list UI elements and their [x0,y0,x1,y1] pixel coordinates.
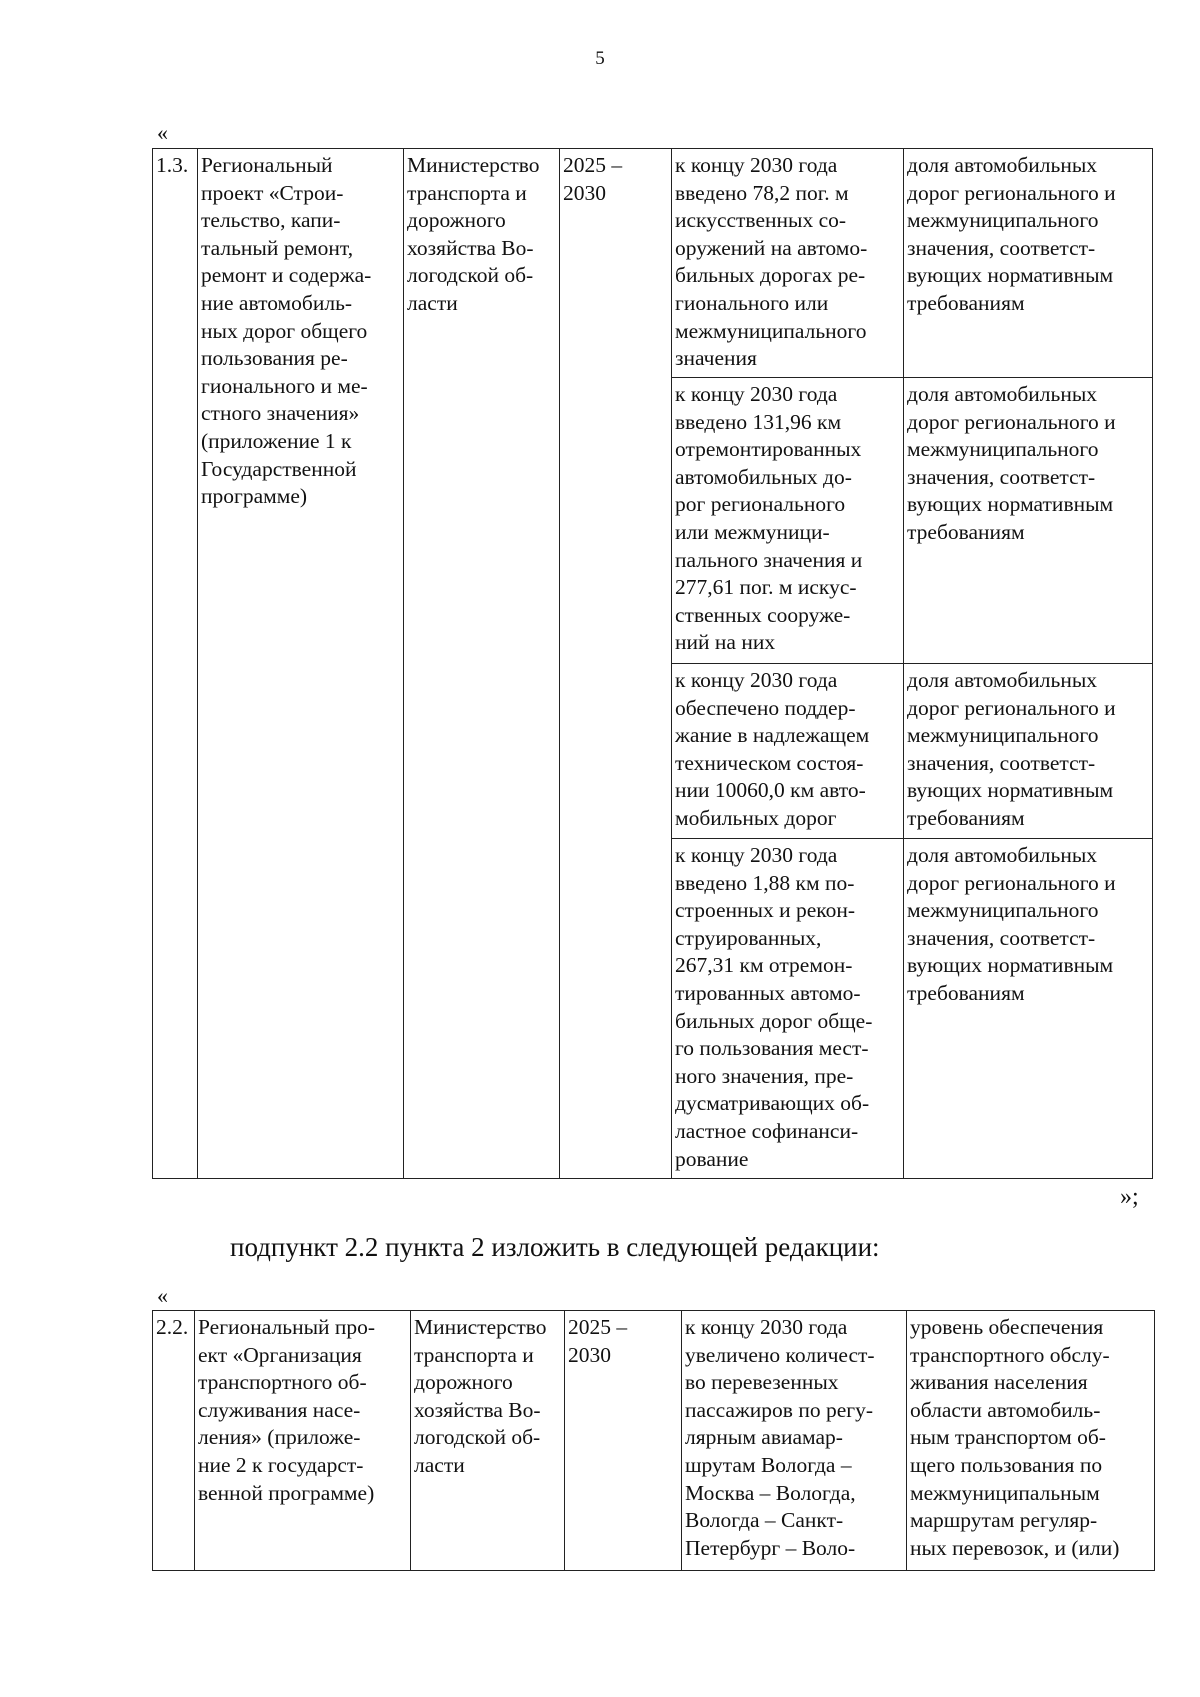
indicator: уровень обеспечения транспортного обслу- живания населения области автомобиль- ным транспортом об- щего пользования по межмуниципальным маршрутам регуляр- ных перевозок, и (или) [907,1311,1155,1571]
implementation-period: 2025 – 2030 [565,1311,682,1571]
item-number: 1.3. [153,149,198,1179]
program-table-1 [152,148,1153,1179]
table-row [153,1311,1155,1571]
amendment-instruction: подпункт 2.2 пункта 2 изложить в следующей редакции: [230,1232,880,1262]
opening-quote: « [157,120,168,145]
closing-quote: »; [1120,1184,1139,1210]
expected-result: к концу 2030 года введено 1,88 км по- строенных и рекон- струированных, 267,31 км отремон- тированных автомо- бильных дорог обще- го пользования мест- ного значения, пре- дусматривающих об- ластное софинанси- рование [672,839,904,1179]
page-number: 5 [595,48,605,69]
expected-result: к концу 2030 года введено 131,96 км отремонтированных автомобильных до- рог регионального или межмуници- пального значения и 277,61 пог. м искус- ственных сооруже- ний на них [672,378,904,664]
indicator: доля автомобильных дорог регионального и межмуниципального значения, соответст- вующих нормативным требованиям [904,664,1153,839]
expected-result: к концу 2030 года увеличено количест- во перевезенных пассажиров по регу- лярным авиамар- шрутам Вологда – Москва – Вологда, Вологда – Санкт- Петербург – Воло- [682,1311,907,1571]
table-row [153,149,1153,378]
project-name: Региональный проект «Строи- тельство, капи- тальный ремонт, ремонт и содержа- ние автомобиль- ных дорог общего пользования ре- гионального и ме- стного значения» (приложение 1 к Государственной программе) [198,149,404,1179]
implementation-period: 2025 – 2030 [560,149,672,1179]
opening-quote: « [157,1283,168,1308]
indicator: доля автомобильных дорог регионального и межмуниципального значения, соответст- вующих нормативным требованиям [904,378,1153,664]
indicator: доля автомобильных дорог регионального и межмуниципального значения, соответст- вующих нормативным требованиям [904,839,1153,1179]
responsible-body: Министерство транспорта и дорожного хозяйства Во- логодской об- ласти [411,1311,565,1571]
program-table-2 [152,1310,1155,1571]
indicator: доля автомобильных дорог регионального и межмуниципального значения, соответст- вующих нормативным требованиям [904,149,1153,378]
expected-result: к концу 2030 года введено 78,2 пог. м искусственных со- оружений на автомо- бильных дорогах ре- гионального или межмуниципального значения [672,149,904,378]
expected-result: к концу 2030 года обеспечено поддер- жание в надлежащем техническом состоя- нии 10060,0 км авто- мобильных дорог [672,664,904,839]
item-number: 2.2. [153,1311,195,1571]
responsible-body: Министерство транспорта и дорожного хозяйства Во- логодской об- ласти [404,149,560,1179]
project-name: Региональный про- ект «Организация транспортного об- служивания насе- ления» (приложе- ние 2 к государст- венной программе) [195,1311,411,1571]
